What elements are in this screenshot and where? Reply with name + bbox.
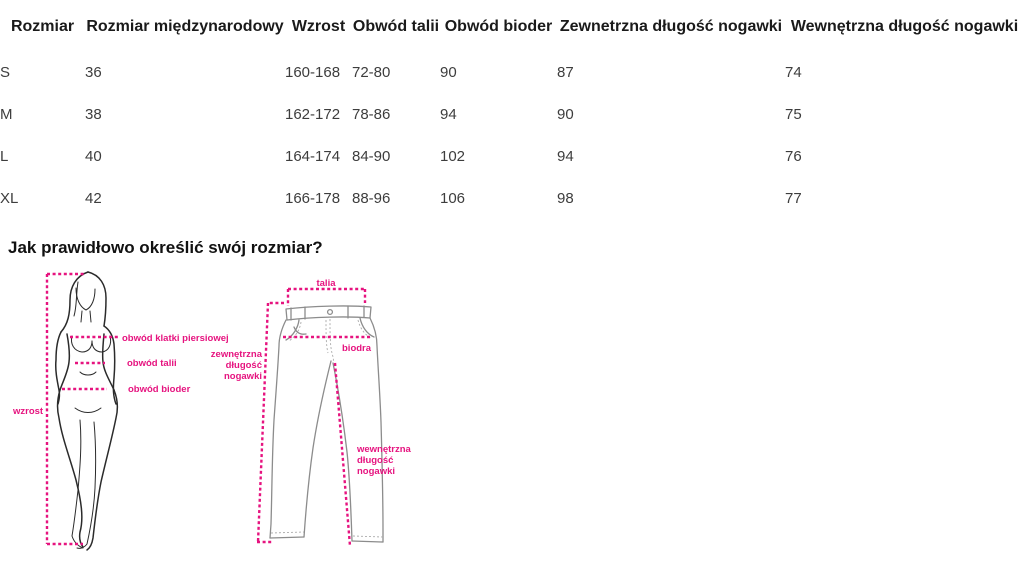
- cell-international-size: 42: [85, 190, 102, 207]
- cell-outer-leg: 94: [557, 148, 574, 165]
- cell-height: 160-168: [285, 64, 341, 81]
- cell-height: 162-172: [285, 106, 341, 123]
- cell-size: M: [0, 106, 13, 123]
- cell-international-size: 40: [85, 148, 102, 165]
- cell-inner-leg: 76: [785, 148, 802, 165]
- cell-waist: 72-80: [352, 64, 391, 81]
- size-row-l: [0, 136, 1024, 178]
- cell-waist: 84-90: [352, 148, 391, 165]
- cell-size: S: [0, 64, 11, 81]
- cell-size: L: [0, 148, 9, 165]
- col-header-rozmiar: Rozmiar: [10, 17, 75, 35]
- chest-label: obwód klatki piersiowej: [122, 333, 229, 344]
- cell-waist: 78-86: [352, 106, 391, 123]
- inner-leg-label-line3: nogawki: [357, 466, 396, 477]
- cell-hips: 90: [440, 64, 457, 81]
- measurement-diagram: [0, 262, 430, 564]
- outer-leg-label-line1: zewnętrzna: [210, 349, 262, 360]
- height-dimension-line: [47, 274, 84, 544]
- size-table-header-row: [0, 0, 1024, 52]
- inner-leg-label-line1: wewnętrzna: [357, 444, 411, 455]
- trousers-figure: [211, 278, 412, 546]
- cell-international-size: 36: [85, 64, 102, 81]
- cell-inner-leg: 77: [785, 190, 802, 207]
- cell-hips: 102: [440, 148, 466, 165]
- inner-leg-label-line2: długość: [357, 455, 394, 466]
- cell-waist: 88-96: [352, 190, 391, 207]
- waist-label: obwód talii: [127, 358, 177, 369]
- woman-figure: [12, 272, 229, 550]
- cell-international-size: 38: [85, 106, 102, 123]
- section-heading: Jak prawidłowo określić swój rozmiar?: [8, 238, 323, 257]
- trousers-hips-label: biodra: [342, 343, 372, 354]
- trousers-waist-label: talia: [316, 278, 336, 289]
- col-header-rozmiar-miedzynarodowy: Rozmiar międzynarodowy: [86, 17, 284, 35]
- height-label: wzrost: [13, 406, 44, 417]
- cell-height: 166-178: [285, 190, 341, 207]
- col-header-obwod-bioder: Obwód bioder: [444, 17, 553, 35]
- outer-leg-label-line2: długość: [225, 360, 262, 371]
- size-row-s: [0, 52, 1024, 94]
- cell-outer-leg: 87: [557, 64, 574, 81]
- col-header-obwod-talii: Obwód talii: [352, 17, 440, 35]
- cell-outer-leg: 98: [557, 190, 574, 207]
- hips-label: obwód bioder: [128, 384, 191, 395]
- cell-inner-leg: 75: [785, 106, 802, 123]
- col-header-zewnetrzna-dlugosc: Zewnetrzna długość nogawki: [559, 17, 783, 35]
- col-header-wewnetrzna-dlugosc: Wewnętrzna długość nogawki: [790, 17, 1019, 35]
- cell-height: 164-174: [285, 148, 341, 165]
- size-table: [0, 0, 1024, 220]
- cell-hips: 94: [440, 106, 457, 123]
- cell-hips: 106: [440, 190, 466, 207]
- size-row-m: [0, 94, 1024, 136]
- cell-size: XL: [0, 190, 19, 207]
- trousers-waist-dimension-line: [288, 289, 365, 306]
- col-header-wzrost: Wzrost: [291, 17, 346, 35]
- outer-leg-label-line3: nogawki: [223, 371, 262, 382]
- cell-outer-leg: 90: [557, 106, 574, 123]
- size-row-xl: [0, 178, 1024, 220]
- cell-inner-leg: 74: [785, 64, 802, 81]
